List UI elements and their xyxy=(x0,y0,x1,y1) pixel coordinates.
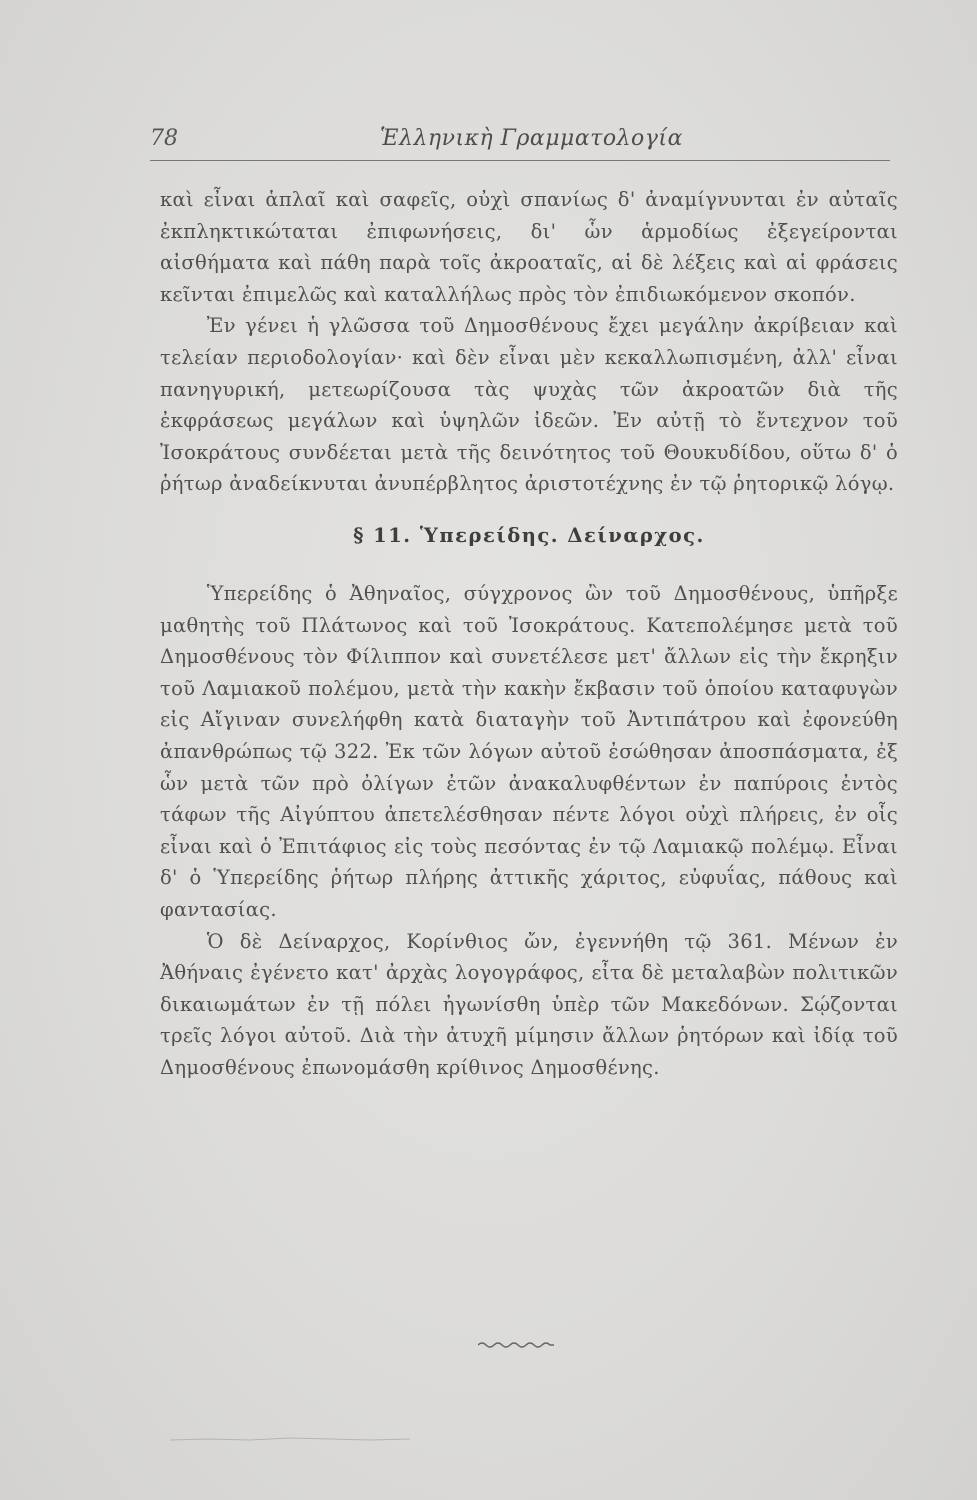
text-block-demosthenes xyxy=(160,184,898,500)
paragraph-dinarchus: Ὁ δὲ Δείναρχος, Κορίνθιος ὤν, ἐγεννήθη τῷ 361. Μένων ἐν Ἀθήναις ἐγένετο κατ' ἀρχὰς λογογράφος, εἶτα δὲ μεταλαβὼν πολιτικῶν δικαιωμάτων ἐν τῇ πόλει ἠγωνίσθη ὑπὲρ τῶν Μακεδόνων. Σῴζονται τρεῖς λόγοι αὐτοῦ. Διὰ τὴν ἀτυχῆ μίμησιν ἄλλων ῥητόρων καὶ ἰδίᾳ τοῦ Δημοσθένους ἐπωνομάσθη κρίθινος Δημοσθένης. xyxy=(160,929,898,1079)
page-header xyxy=(150,122,890,158)
paragraph-demosthenes-language: Ἐν γένει ἡ γλῶσσα τοῦ Δημοσθένους ἔχει μεγάλην ἀκρίβειαν καὶ τελείαν περιοδολογίαν· καὶ δὲν εἶναι μὲν κεκαλλωπισμένη, ἀλλ' εἶναι πανηγυρική, μετεωρίζουσα τὰς ψυχὰς τῶν ἀκροατῶν διὰ τῆς ἐκφράσεως μεγάλων καὶ ὑψηλῶν ἰδεῶν. Ἐν αὐτῇ τὸ ἔντεχνον τοῦ Ἰσοκράτους συνδέεται μετὰ τῆς δεινότητος τοῦ Θουκυδίδου, οὕτω δ' ὁ ῥήτωρ ἀναδείκνυται ἀνυπέρβλητος ἀριστοτέχνης ἐν τῷ ῥητορικῷ λόγῳ. xyxy=(160,314,898,496)
end-ornament xyxy=(478,1340,554,1350)
page-number: 78 xyxy=(150,126,178,151)
text-block-hyperides-dinarchus xyxy=(160,578,898,1084)
section-heading: § 11. Ὑπερείδης. Δείναρχος. xyxy=(353,524,705,547)
header-rule xyxy=(150,160,890,161)
running-title: Ἑλληνικὴ Γραμματολογία xyxy=(380,126,683,151)
page-smudge xyxy=(170,1436,410,1442)
paragraph-demosthenes-style: καὶ εἶναι ἁπλαῖ καὶ σαφεῖς, οὐχὶ σπανίως δ' ἀναμίγνυνται ἐν αὐταῖς ἐκπληκτικώταται ἐπιφωνήσεις, δι' ὧν ἁρμοδίως ἐξεγείρονται αἰσθήματα καὶ πάθη παρὰ τοῖς ἀκροαταῖς, αἱ δὲ λέξεις καὶ αἱ φράσεις κεῖνται ἐπιμελῶς καὶ καταλλήλως πρὸς τὸν ἐπιδιωκόμενον σκοπόν. xyxy=(160,188,898,306)
paragraph-hyperides: Ὑπερείδης ὁ Ἀθηναῖος, σύγχρονος ὢν τοῦ Δημοσθένους, ὑπῆρξε μαθητὴς τοῦ Πλάτωνος καὶ τοῦ Ἰσοκράτους. Κατεπολέμησε μετὰ τοῦ Δημοσθένους τὸν Φίλιππον καὶ συνετέλεσε μετ' ἄλλων εἰς τὴν ἔκρηξιν τοῦ Λαμιακοῦ πολέμου, μετὰ τὴν κακὴν ἔκβασιν τοῦ ὁποίου καταφυγὼν εἰς Αἴγιναν συνελήφθη κατὰ διαταγὴν τοῦ Ἀντιπάτρου καὶ ἐφονεύθη ἀπανθρώπως τῷ 322. Ἐκ τῶν λόγων αὐτοῦ ἐσώθησαν ἀποσπάσματα, ἐξ ὧν μετὰ τῶν πρὸ ὀλίγων ἐτῶν ἀνακαλυφθέντων ἐν παπύροις ἐντὸς τάφων τῆς Αἰγύπτου ἀπετελέσθησαν πέντε λόγοι οὐχὶ πλήρεις, ἐν οἷς εἶναι καὶ ὁ Ἐπιτάφιος εἰς τοὺς πεσόντας ἐν τῷ Λαμιακῷ πολέμῳ. Εἶναι δ' ὁ Ὑπερείδης ῥήτωρ πλήρης ἀττικῆς χάριτος, εὐφυΐας, πάθους καὶ φαντασίας. xyxy=(160,582,898,921)
